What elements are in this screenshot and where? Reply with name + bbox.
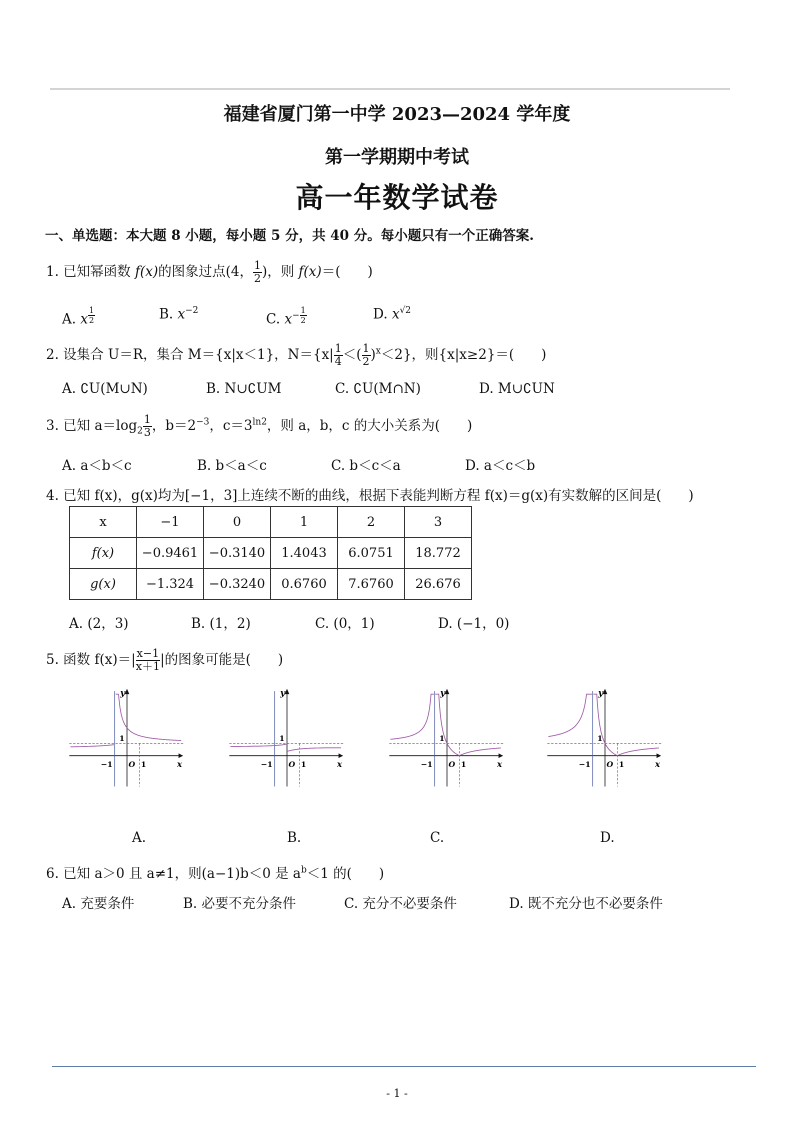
- value-table: [69, 506, 472, 600]
- y-axis-label: y: [440, 688, 445, 698]
- curve-right-branch: [116, 694, 181, 740]
- table-cell: 3: [405, 507, 472, 538]
- question-5-stem: 5. 函数 f(x)＝| $\frac{x-1}{x+1}$ |的图象可能是( ): [46, 647, 284, 673]
- exam-title-line2: 第一学期期中考试: [325, 147, 469, 168]
- exam-title-line1: 福建省厦门第一中学 2023—2024 学年度: [223, 104, 571, 125]
- curve-left-branch: [390, 694, 434, 739]
- curve-right-branch: [593, 694, 659, 755]
- graph-option-a: [52, 688, 202, 788]
- tick-label-1-y: 1: [279, 734, 285, 744]
- table-cell: −0.9461: [137, 538, 204, 569]
- tick-label-neg1: −1: [420, 760, 433, 770]
- y-axis-arrow: [285, 689, 290, 694]
- question-3-option-b: B. b＜a＜c: [197, 458, 267, 474]
- graph-label-c: C.: [430, 830, 445, 846]
- table-cell: g(x): [70, 569, 137, 600]
- tick-label-neg1: −1: [100, 760, 113, 770]
- question-2-option-b: B. N∪∁UM: [206, 381, 282, 397]
- table-cell: 0.6760: [271, 569, 338, 600]
- question-2-stem: 2. 设集合 U＝R，集合 M＝{x|x＜1}，N＝{x| $\frac{1}{4}$ ＜( $\frac{1}{2}$ )$^x$＜2}，则{x|x≥2}＝( ): [46, 342, 547, 368]
- origin-label: O: [606, 760, 614, 770]
- question-1-option-a: A. x $^{\frac{1}{2}}$: [62, 306, 95, 328]
- top-rule: [50, 88, 730, 90]
- tick-label-1-y: 1: [119, 734, 125, 744]
- y-axis-arrow: [445, 689, 450, 694]
- bottom-rule: [52, 1066, 756, 1067]
- y-axis-arrow: [603, 689, 608, 694]
- tick-label-1-y: 1: [439, 734, 445, 744]
- question-6-option-b: B. 必要不充分条件: [183, 896, 297, 912]
- table-cell: −1.324: [137, 569, 204, 600]
- y-axis-arrow: [125, 689, 130, 694]
- y-axis-label: y: [280, 688, 285, 698]
- question-4-option-c: C. (0，1): [315, 616, 375, 632]
- question-4-option-d: D. (−1，0): [438, 616, 510, 632]
- table-cell: 1.4043: [271, 538, 338, 569]
- y-axis-label: y: [598, 688, 603, 698]
- table-cell: −0.3240: [204, 569, 271, 600]
- exam-title-main: 高一年数学试卷: [295, 181, 499, 214]
- tick-label-1-x: 1: [140, 760, 147, 770]
- curve-left-branch: [70, 745, 114, 747]
- table-row: [70, 569, 472, 600]
- graph-label-b: B.: [287, 830, 302, 846]
- table-cell: 18.772: [405, 538, 472, 569]
- curve-left-branch: [548, 694, 592, 736]
- graph-option-c: [372, 688, 522, 788]
- table-row: [70, 538, 472, 569]
- graph-label-a: A.: [132, 830, 147, 846]
- table-cell: 6.0751: [338, 538, 405, 569]
- question-4-option-b: B. (1，2): [191, 616, 251, 632]
- question-2-option-d: D. M∪∁UN: [479, 381, 555, 397]
- tick-label-neg1: −1: [260, 760, 273, 770]
- table-header-row: [70, 507, 472, 538]
- x-axis-label: x: [177, 759, 183, 770]
- curve-left-branch: [230, 744, 286, 746]
- question-3-stem: 3. 已知 $a=\log_2$ $\frac{1}{3}$ ，$b=2^{-3}$，$c=3^{ln2}$，则 a，b，c 的大小关系为( ): [46, 413, 473, 439]
- x-axis-label: x: [655, 759, 661, 770]
- table-cell: 26.676: [405, 569, 472, 600]
- question-2-option-c: C. ∁U(M∩N): [335, 381, 421, 397]
- page-number: - 1 -: [386, 1087, 408, 1100]
- table-cell: −0.3140: [204, 538, 271, 569]
- curve-right-branch: [435, 694, 501, 755]
- question-3-option-a: A. a＜b＜c: [62, 458, 132, 474]
- origin-label: O: [288, 760, 296, 770]
- graph-option-d: [530, 688, 680, 788]
- table-cell: 0: [204, 507, 271, 538]
- question-6-option-c: C. 充分不必要条件: [344, 896, 457, 912]
- x-axis-label: x: [497, 759, 503, 770]
- x-axis-arrow: [499, 753, 504, 758]
- table-cell: 7.6760: [338, 569, 405, 600]
- section-heading: 一、单选题：本大题 8 小题，每小题 5 分，共 40 分。每小题只有一个正确答案.: [45, 228, 534, 244]
- origin-label: O: [448, 760, 456, 770]
- x-axis-arrow: [657, 753, 662, 758]
- question-3-option-d: D. a＜c＜b: [465, 458, 536, 474]
- question-1-option-b: B. $x^{-2}$: [159, 306, 199, 323]
- tick-label-1-y: 1: [597, 734, 603, 744]
- question-2-option-a: A. ∁U(M∪N): [62, 381, 148, 397]
- question-1-stem: 1. 已知幂函数 f(x)的图象过点(4， $\frac{1}{2}$ )，则 f(x)＝( ): [46, 259, 373, 285]
- origin-label: O: [128, 760, 136, 770]
- question-1-option-c: C. $x^{- \frac{1}{2}}$: [266, 306, 306, 328]
- tick-label-1-x: 1: [618, 760, 625, 770]
- table-cell: 2: [338, 507, 405, 538]
- tick-label-neg1: −1: [578, 760, 591, 770]
- fraction: $\frac{1}{2}$: [253, 259, 261, 285]
- question-6-option-d: D. 既不充分也不必要条件: [509, 896, 663, 912]
- table-cell: −1: [137, 507, 204, 538]
- table-cell: x: [70, 507, 137, 538]
- question-6-option-a: A. 充要条件: [62, 896, 135, 912]
- question-4-stem: 4. 已知 f(x)，g(x)均为[−1，3]上连续不断的曲线，根据下表能判断方程 f(x)＝g(x)有实数解的区间是( ): [46, 488, 694, 504]
- x-axis-arrow: [179, 753, 184, 758]
- y-axis-label: y: [120, 688, 125, 698]
- tick-label-1-x: 1: [300, 760, 307, 770]
- x-axis-arrow: [339, 753, 344, 758]
- table-cell: f(x): [70, 538, 137, 569]
- x-axis-label: x: [337, 759, 343, 770]
- question-3-option-c: C. b＜c＜a: [331, 458, 401, 474]
- tick-label-1-x: 1: [460, 760, 467, 770]
- table-cell: 1: [271, 507, 338, 538]
- question-1-option-d: D. $x^{√2}$: [373, 306, 412, 323]
- graph-label-d: D.: [600, 830, 615, 846]
- question-6-stem: 6. 已知 a＞0 且 a≠1，则(a−1)b＜0 是 $a^b<1$ 的( ): [46, 865, 385, 882]
- curve-right-branch: [288, 748, 341, 751]
- graph-option-b: [212, 688, 362, 788]
- question-4-option-a: A. (2，3): [69, 616, 129, 632]
